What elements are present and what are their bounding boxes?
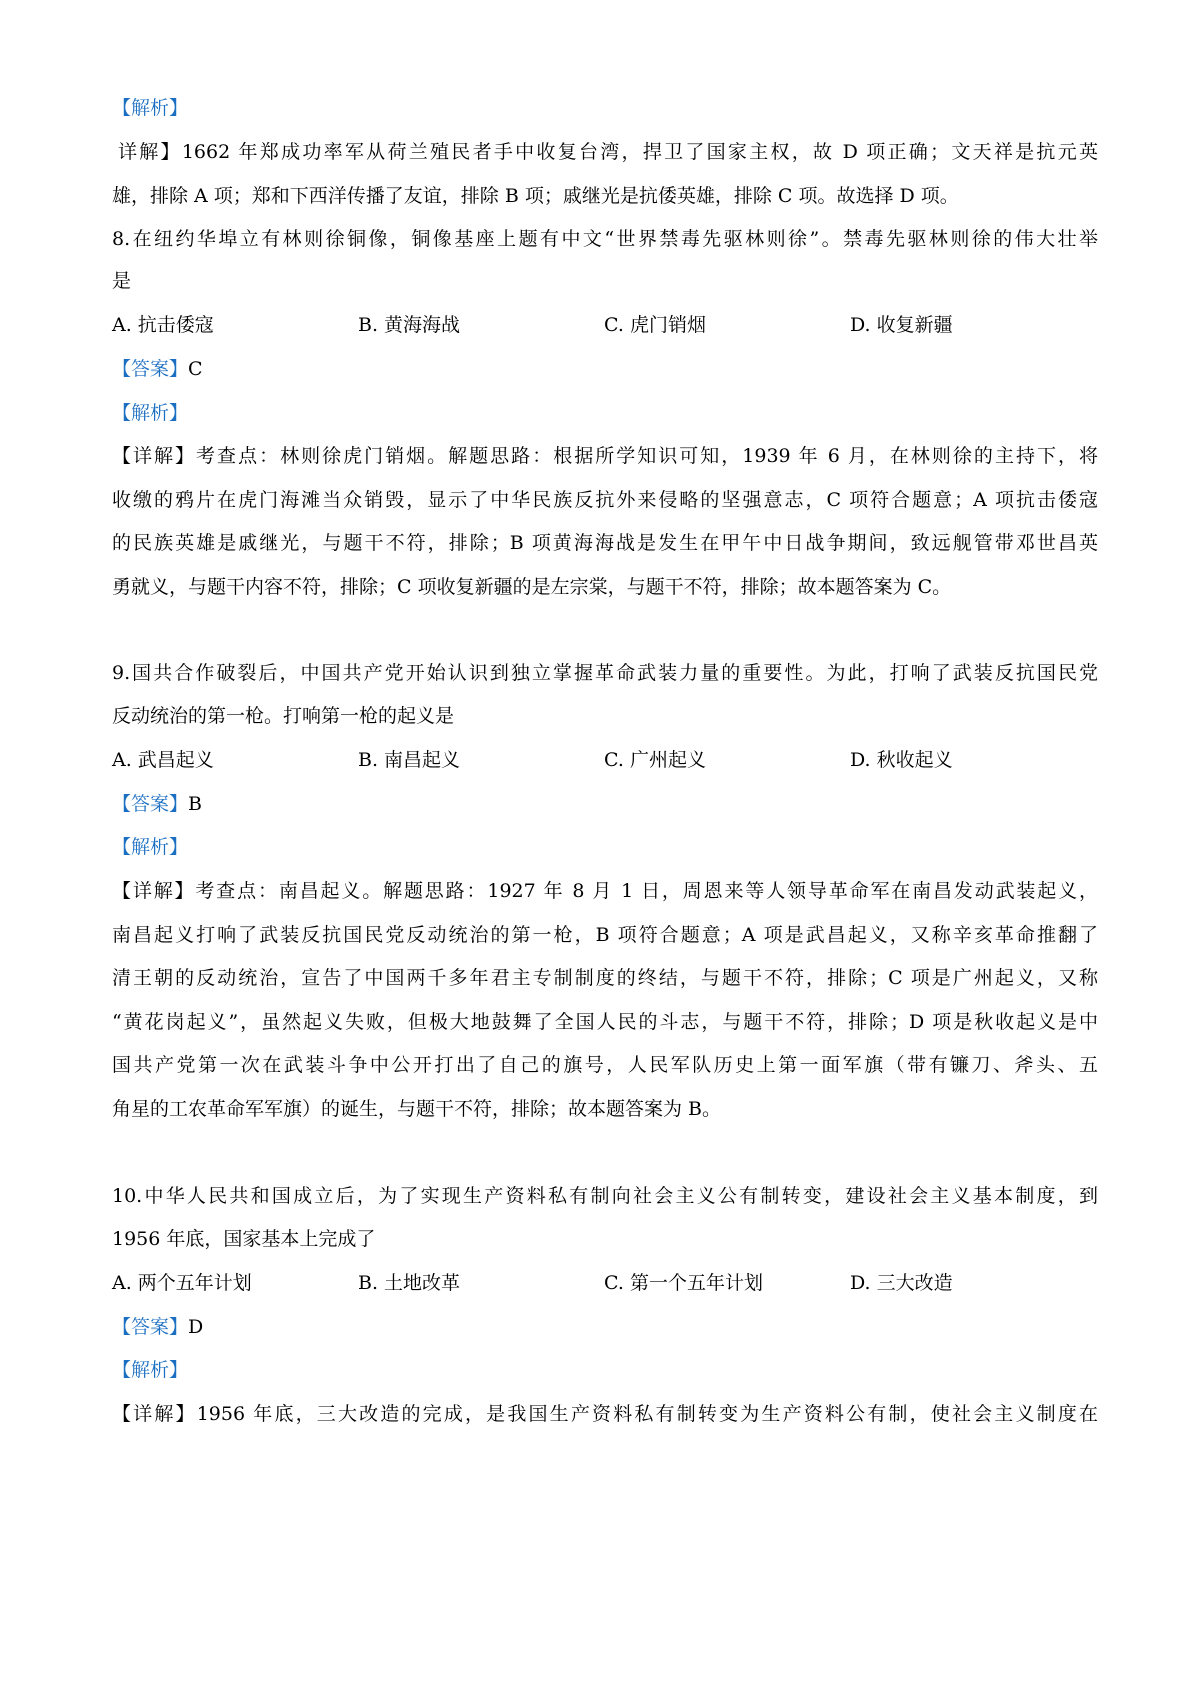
q8-answer-value: C — [188, 358, 203, 380]
q10-detail-label: 【详解】 — [112, 1403, 197, 1425]
q7-detail-line-1: 详解】1662 年郑成功率军从荷兰殖民者手中收复台湾，捍卫了国家主权，故 D 项正确；文天祥是抗元英 — [118, 141, 1098, 163]
q8-detail-text-1: 考查点：林则徐虎门销烟。解题思路：根据所学知识可知，1939 年 6 月，在林则徐的主持下，将 — [196, 445, 1098, 467]
q9-detail-text-1: 考查点：南昌起义。解题思路：1927 年 8 月 1 日，周恩来等人领导革命军在南昌发动武装起义， — [195, 880, 1098, 902]
q10-answer-label: 【答案】 — [112, 1316, 189, 1338]
q9-option-b: B. 南昌起义 — [358, 749, 461, 771]
q8-option-d: D. 收复新疆 — [850, 314, 953, 336]
q8-detail-line-3: 的民族英雄是戚继光，与题干不符，排除；B 项黄海海战是发生在甲午中日战争期间，致远舰管带邓世昌英 — [112, 532, 1098, 554]
q9-detail-label: 【详解】 — [112, 880, 196, 902]
q8-detail-line-2: 收缴的鸦片在虎门海滩当众销毁，显示了中华民族反抗外来侵略的坚强意志，C 项符合题意；A 项抗击倭寇 — [112, 489, 1098, 511]
q10-stem-line-2: 1956 年底，国家基本上完成了 — [112, 1228, 376, 1250]
q10-option-c: C. 第一个五年计划 — [604, 1272, 763, 1294]
q9-detail-line-4: “黄花岗起义”，虽然起义失败，但极大地鼓舞了全国人民的斗志，与题干不符，排除；D 项是秋收起义是中 — [112, 1011, 1098, 1033]
q9-detail-line-1 — [112, 878, 1098, 904]
q9-answer-value: B — [188, 793, 202, 815]
q9-detail-line-3: 清王朝的反动统治，宣告了中国两千多年君主专制制度的终结，与题干不符，排除；C 项是广州起义，又称 — [112, 967, 1098, 989]
q8-detail-line-4: 勇就义，与题干内容不符，排除；C 项收复新疆的是左宗棠，与题干不符，排除；故本题答案为 C。 — [112, 576, 952, 598]
q8-option-b: B. 黄海海战 — [358, 314, 461, 336]
q10-option-d: D. 三大改造 — [850, 1272, 953, 1294]
q9-stem-line-1: 9.国共合作破裂后，中国共产党开始认识到独立掌握革命武装力量的重要性。为此，打响了武装反抗国民党 — [112, 662, 1098, 684]
q7-analysis-label: 【解析】 — [112, 97, 189, 119]
q8-option-a: A. 抗击倭寇 — [112, 314, 214, 336]
q8-answer-label: 【答案】 — [112, 358, 189, 380]
q10-analysis-label: 【解析】 — [112, 1359, 189, 1381]
q9-answer-row — [112, 791, 202, 817]
q9-stem-line-2: 反动统治的第一枪。打响第一枪的起义是 — [112, 705, 455, 727]
q9-analysis-label: 【解析】 — [112, 836, 189, 858]
q9-detail-line-5: 国共产党第一次在武装斗争中公开打出了自己的旗号，人民军队历史上第一面军旗（带有镰刀、斧头、五 — [112, 1054, 1098, 1076]
q10-answer-row — [112, 1314, 203, 1340]
q8-stem-line-2: 是 — [112, 270, 132, 292]
q10-stem-line-1: 10.中华人民共和国成立后，为了实现生产资料私有制向社会主义公有制转变，建设社会主义基本制度，到 — [112, 1185, 1098, 1207]
q7-detail-line-2: 雄，排除 A 项；郑和下西洋传播了友谊，排除 B 项；戚继光是抗倭英雄，排除 C 项。故选择 D 项。 — [112, 185, 959, 207]
q9-option-d: D. 秋收起义 — [850, 749, 953, 771]
q10-detail-text-1: 1956 年底，三大改造的完成，是我国生产资料私有制转变为生产资料公有制，使社会主义制度在 — [196, 1403, 1098, 1425]
q8-stem-line-1: 8.在纽约华埠立有林则徐铜像，铜像基座上题有中文“世界禁毒先驱林则徐”。禁毒先驱林则徐的伟大壮举 — [112, 228, 1098, 250]
q10-detail-line-1 — [112, 1401, 1098, 1427]
q8-detail-line-1 — [112, 443, 1098, 469]
q10-option-b: B. 土地改革 — [358, 1272, 461, 1294]
q9-detail-line-6: 角星的工农革命军军旗）的诞生，与题干不符，排除；故本题答案为 B。 — [112, 1098, 722, 1120]
q8-option-c: C. 虎门销烟 — [604, 314, 706, 336]
q9-detail-line-2: 南昌起义打响了武装反抗国民党反动统治的第一枪，B 项符合题意；A 项是武昌起义，又称辛亥革命推翻了 — [112, 924, 1098, 946]
q8-analysis-label: 【解析】 — [112, 402, 189, 424]
q8-detail-label: 【详解】 — [112, 445, 197, 467]
q9-answer-label: 【答案】 — [112, 793, 189, 815]
q10-option-a: A. 两个五年计划 — [112, 1272, 252, 1294]
q9-option-c: C. 广州起义 — [604, 749, 706, 771]
q8-answer-row — [112, 356, 203, 382]
q9-option-a: A. 武昌起义 — [112, 749, 214, 771]
q10-answer-value: D — [188, 1316, 204, 1338]
